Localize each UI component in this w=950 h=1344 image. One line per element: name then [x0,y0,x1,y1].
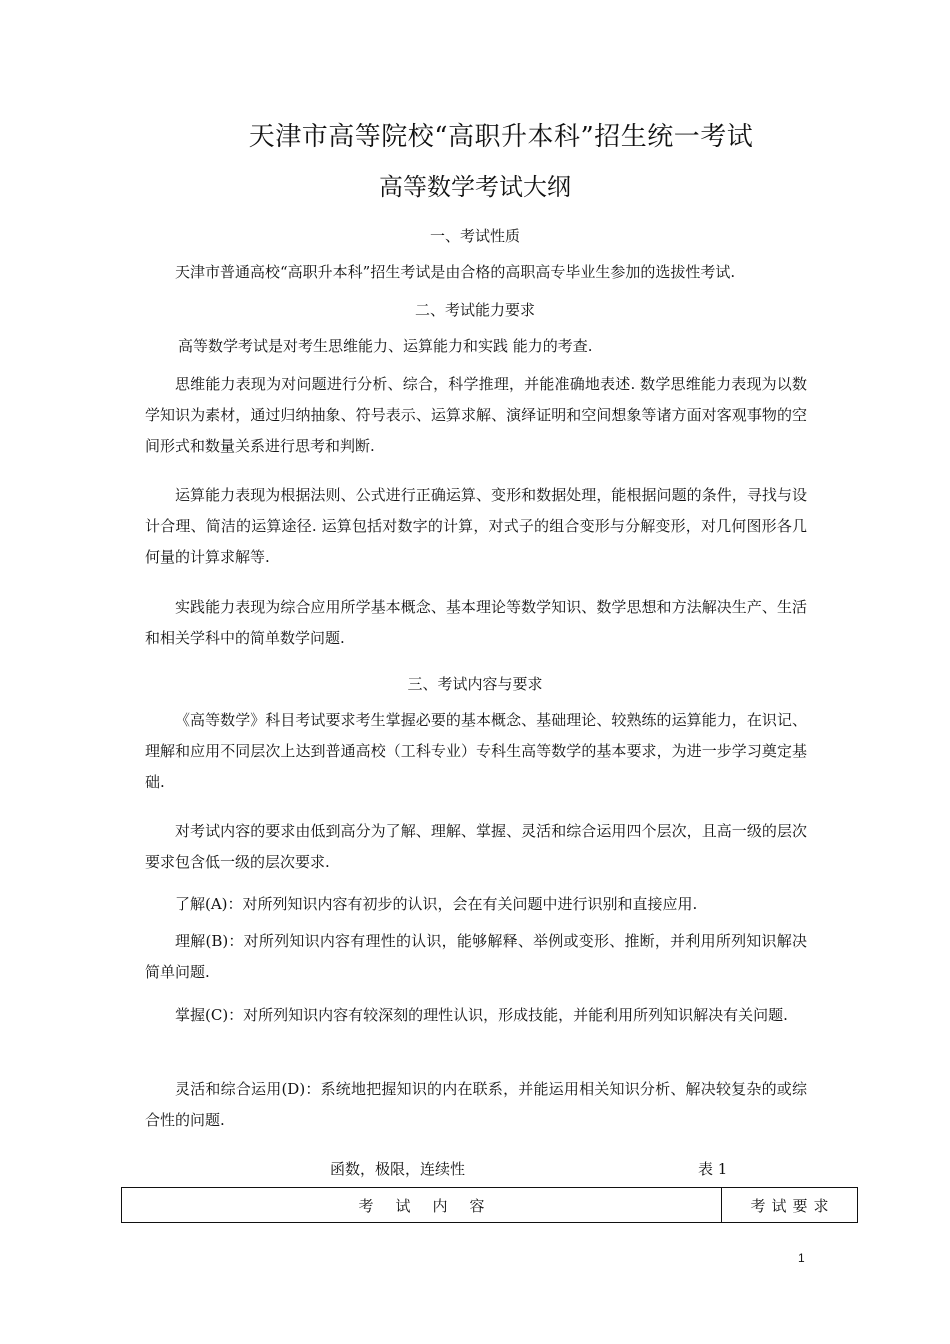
section-heading-2: 二、考试能力要求 [414,301,535,319]
page-number: 1 [798,1251,805,1265]
paragraph-11: 灵活和综合运用(D)：系统地把握知识的内在联系，并能运用相关知识分析、解决较复杂的或综合性的问题. [145,1080,807,1129]
table-label: 表 1 [698,1160,728,1178]
exam-table-header [121,1187,858,1223]
paragraph-4: 运算能力表现为根据法则、公式进行正确运算、变形和数据处理，能根据问题的条件，寻找与设计合理、简洁的运算途径. 运算包括对数字的计算，对式子的组合变形与分解变形，对几何图形各几何量的计算求解等. [145,486,807,566]
paragraph-2: 高等数学考试是对考生思维能力、运算能力和实践 能力的考查. [178,337,593,355]
document-title: 天津市高等院校“高职升本科”招生统一考试 [248,122,754,152]
paragraph-5: 实践能力表现为综合应用所学基本概念、基本理论等数学知识、数学思想和方法解决生产、生活和相关学科中的简单数学问题. [145,598,807,647]
paragraph-9: 理解(B)：对所列知识内容有理性的认识，能够解释、举例或变形、推断，并利用所列知识解决简单问题. [145,932,807,981]
paragraph-10: 掌握(C)：对所列知识内容有较深刻的理性认识，形成技能，并能利用所列知识解决有关问题. [175,1006,788,1024]
paragraph-6: 《高等数学》科目考试要求考生掌握必要的基本概念、基础理论、较熟练的运算能力，在识记、理解和应用不同层次上达到普通高校（工科专业）专科生高等数学的基本要求，为进一步学习奠定基础. [145,711,807,791]
paragraph-8: 了解(A)：对所列知识内容有初步的认识，会在有关问题中进行识别和直接应用. [175,895,698,913]
section-heading-1: 一、考试性质 [429,227,520,245]
table-header-content: 考试内容 [122,1188,722,1222]
table-header-requirement: 考试要求 [750,1196,835,1215]
section-heading-3: 三、考试内容与要求 [407,675,543,693]
document-subtitle: 高等数学考试大纲 [379,173,571,201]
paragraph-1: 天津市普通高校“高职升本科”招生考试是由合格的高职高专毕业生参加的选拔性考试. [175,263,736,281]
table-caption: 函数，极限，连续性 [330,1160,466,1178]
paragraph-7: 对考试内容的要求由低到高分为了解、理解、掌握、灵活和综合运用四个层次，且高一级的层次要求包含低一级的层次要求. [145,822,807,871]
paragraph-3: 思维能力表现为对问题进行分析、综合，科学推理，并能准确地表述. 数学思维能力表现为以数学知识为素材，通过归纳抽象、符号表示、运算求解、演绎证明和空间想象等诸方面对客观事物的空间形式和数量关系进行思考和判断. [145,375,807,455]
